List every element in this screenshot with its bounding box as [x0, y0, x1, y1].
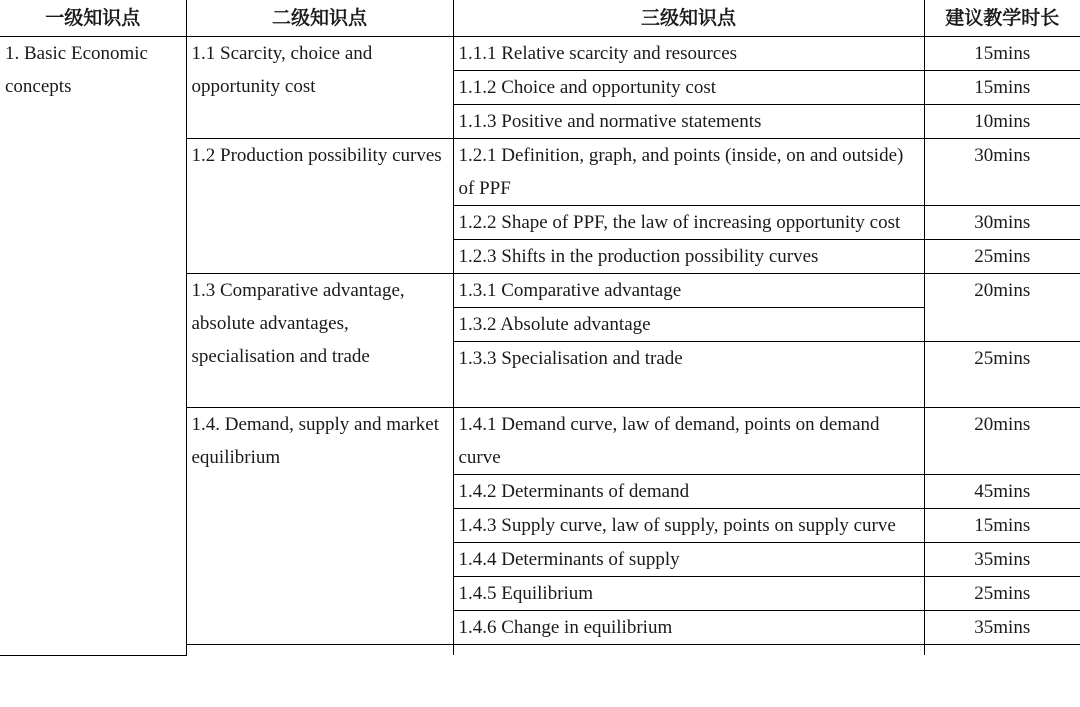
header-row — [0, 0, 1080, 37]
time-cell: 45mins — [924, 475, 1080, 509]
time-cell: 15mins — [924, 509, 1080, 543]
header-level3: 三级知识点 — [453, 0, 924, 37]
header-level1: 一级知识点 — [0, 0, 186, 37]
time-cell: 30mins — [924, 206, 1080, 240]
level3-cell: 1.2.1 Definition, graph, and points (inside, on and outside) of PPF — [453, 139, 924, 206]
time-cell: 20mins — [924, 408, 1080, 475]
level2-cell: 1.3 Comparative advantage, absolute advantages, specialisation and trade — [186, 274, 453, 408]
header-time: 建议教学时长 — [924, 0, 1080, 37]
time-cell: 15mins — [924, 37, 1080, 71]
level3-cell: 1.2.2 Shape of PPF, the law of increasing opportunity cost — [453, 206, 924, 240]
level3-cell: 1.4.5 Equilibrium — [453, 577, 924, 611]
level2-cell — [186, 645, 453, 656]
level3-cell: 1.4.3 Supply curve, law of supply, points on supply curve — [453, 509, 924, 543]
time-cell: 25mins — [924, 342, 1080, 408]
time-cell: 20mins — [924, 274, 1080, 342]
level2-cell: 1.1 Scarcity, choice and opportunity cost — [186, 37, 453, 139]
level3-cell: 1.4.6 Change in equilibrium — [453, 611, 924, 645]
time-cell: 35mins — [924, 611, 1080, 645]
table-row — [0, 37, 1080, 71]
level3-cell: 1.1.2 Choice and opportunity cost — [453, 71, 924, 105]
time-cell: 10mins — [924, 105, 1080, 139]
level3-cell: 1.4.2 Determinants of demand — [453, 475, 924, 509]
level2-cell: 1.4. Demand, supply and market equilibrium — [186, 408, 453, 645]
level3-cell: 1.3.1 Comparative advantage — [453, 274, 924, 308]
header-level2: 二级知识点 — [186, 0, 453, 37]
level3-cell: 1.3.3 Specialisation and trade — [453, 342, 924, 408]
level3-cell: 1.1.3 Positive and normative statements — [453, 105, 924, 139]
level3-cell: 1.2.3 Shifts in the production possibility curves — [453, 240, 924, 274]
level2-cell: 1.2 Production possibility curves — [186, 139, 453, 274]
level3-cell: 1.1.1 Relative scarcity and resources — [453, 37, 924, 71]
level3-cell: 1.4.1 Demand curve, law of demand, points on demand curve — [453, 408, 924, 475]
level3-cell: 1.3.2 Absolute advantage — [453, 308, 924, 342]
time-cell: 15mins — [924, 71, 1080, 105]
time-cell: 25mins — [924, 240, 1080, 274]
time-cell: 35mins — [924, 543, 1080, 577]
time-cell: 25mins — [924, 577, 1080, 611]
time-cell — [924, 645, 1080, 656]
time-cell: 30mins — [924, 139, 1080, 206]
level3-cell — [453, 645, 924, 656]
level3-cell: 1.4.4 Determinants of supply — [453, 543, 924, 577]
level1-cell: 1. Basic Economic concepts — [0, 37, 186, 656]
